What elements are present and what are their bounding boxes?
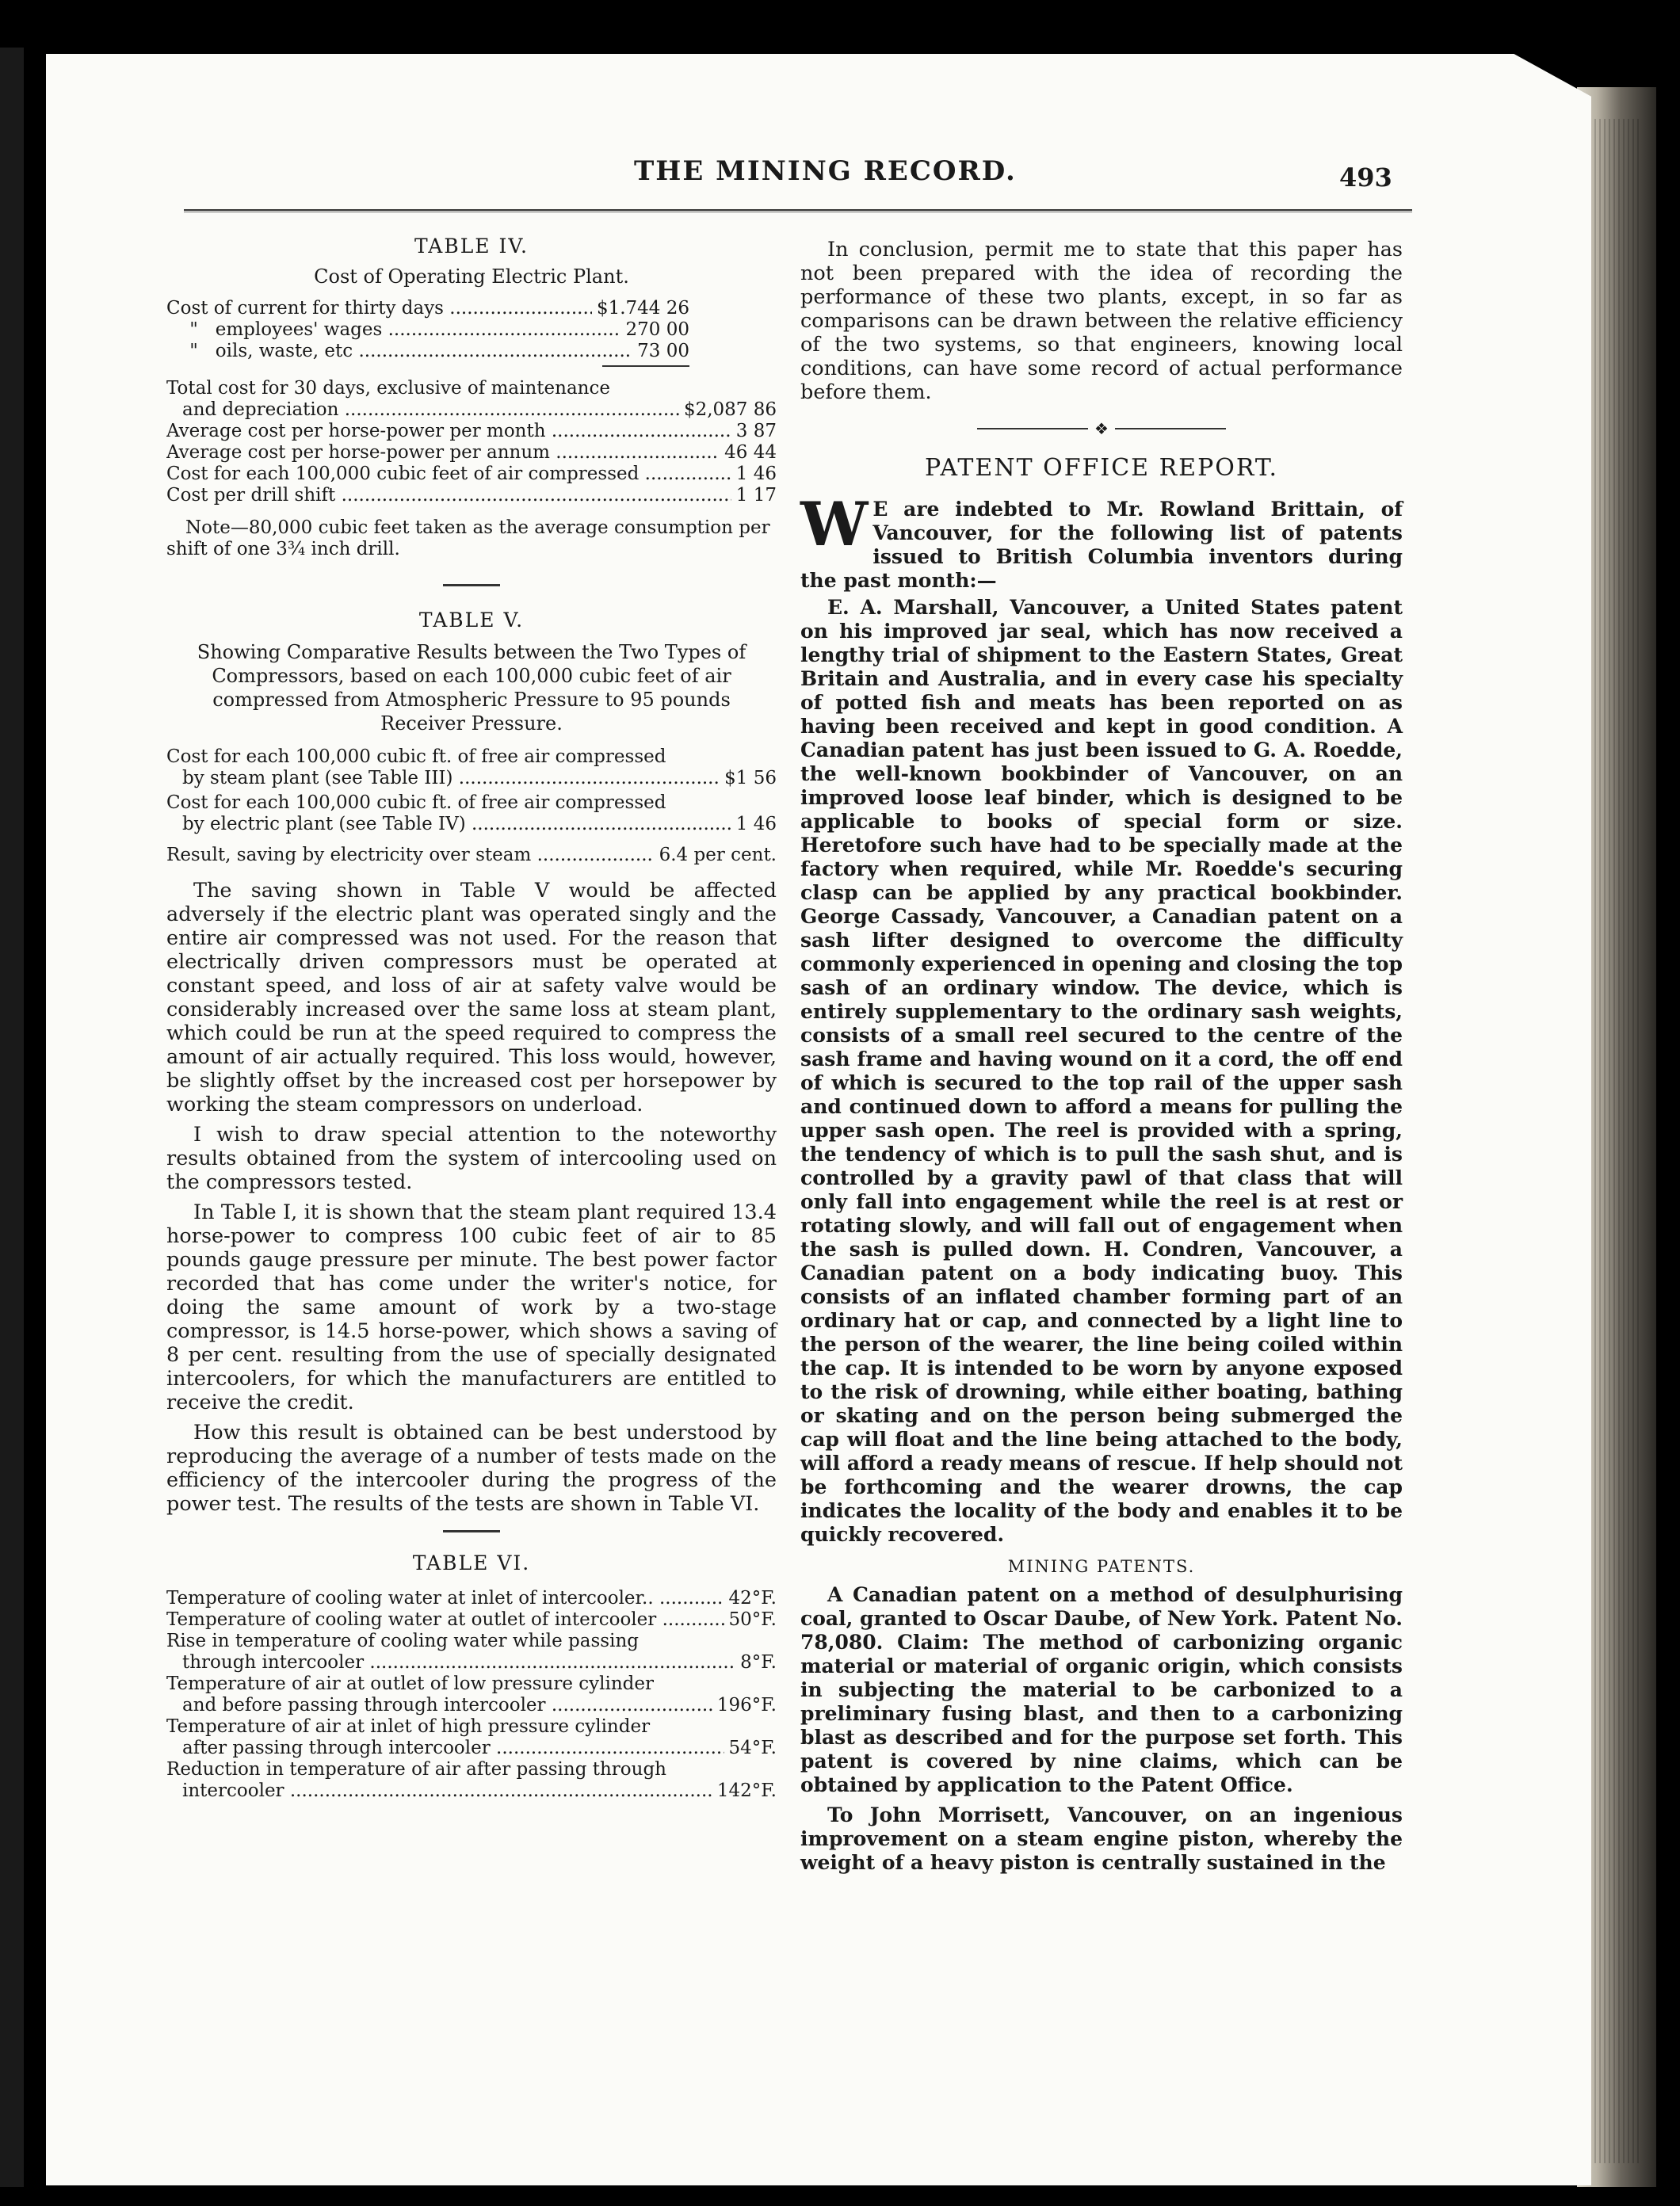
book-page-stack-lines xyxy=(1585,119,1640,2163)
mining-paragraph: A Canadian patent on a method of desulphurising coal, granted to Oscar Daube, of New York. Patent No. 78,080. Claim: The method of carbonizing organic material or material of organic origin, which consists in subjecting the material to be carbonized to a preliminary fusing blast, and then to a carbonizing blast as described and for the purpose set forth. This patent is covered by nine claims, which can be obtained by application to the Patent Office. xyxy=(800,1583,1403,1796)
table-iv-rows xyxy=(166,298,689,367)
table-row: after passing through intercooler ..... 54°F. xyxy=(166,1738,777,1759)
table-row: Average cost per horse-power per month ..... 3 87 xyxy=(166,421,777,442)
table-vi-title: TABLE VI. xyxy=(412,1551,531,1574)
mining-patents-head: MINING PATENTS. xyxy=(1007,1557,1196,1576)
table-row: " employees' wages ..... 270 00 xyxy=(166,319,689,341)
ornament-diamond-icon: ❖ xyxy=(1094,419,1109,438)
table-row: Temperature of cooling water at outlet of intercooler ..... 50°F. xyxy=(166,1609,777,1631)
left-column xyxy=(166,230,777,1802)
mining-paragraph: To John Morrisett, Vancouver, on an ingenious improvement on a steam engine piston, whereby the weight of a heavy piston is centrally sustained in the xyxy=(800,1803,1403,1874)
ornament-line-right xyxy=(1115,428,1226,429)
paragraph: In Table I, it is shown that the steam plant required 13.4 horse-power to compress 100 cubic feet of air to 85 pounds gauge pressure per minute. The best power factor recorded that has come under the writer's notice, for doing the same amount of work by a two-stage compressor, is 14.5 horse-power, which shows a saving of 8 per cent. resulting from the use of specially designated intercoolers, for which the manufacturers are entitled to receive the credit. xyxy=(166,1200,777,1414)
table-v-subtitle: Showing Comparative Results between the Two Types of Compressors, based on each 100,000 cubic feet of air compressed from Atmospheric Pressure to 95 pounds Receiver Pressure. xyxy=(197,641,746,735)
paragraph: How this result is obtained can be best understood by reproducing the average of a number of tests made on the efficiency of the intercooler during the progress of the power test. The results of the tests are shown in Table VI. xyxy=(166,1421,777,1516)
intro-text: E are indebted to Mr. Rowland Brittain, of Vancouver, for the following list of patents issued to British Columbia inventors during the past month:— xyxy=(800,498,1403,592)
table-vi-rows xyxy=(166,1588,777,1802)
table-v-line: Cost for each 100,000 cubic ft. of free air compressed xyxy=(166,792,666,813)
table-row: Result, saving by electricity over steam ..... 6.4 per cent. xyxy=(166,845,777,866)
drop-cap: W xyxy=(800,489,869,559)
table-row: and before passing through intercooler ..... 196°F. xyxy=(166,1695,777,1716)
section-rule xyxy=(443,1530,500,1532)
table-row: Temperature of cooling water at inlet of intercooler.. ..... 42°F. xyxy=(166,1588,777,1609)
scan-left-sliver xyxy=(0,48,24,2187)
table-row: Cost for each 100,000 cubic feet of air compressed ..... 1 46 xyxy=(166,464,777,485)
table-row: and depreciation ..... $2,087 86 xyxy=(166,399,777,421)
table-vi-line: Temperature of air at outlet of low pressure cylinder xyxy=(166,1674,654,1694)
table-row: through intercooler ..... 8°F. xyxy=(166,1652,777,1674)
ornament-divider xyxy=(800,419,1403,438)
table-vi-line: Temperature of air at inlet of high pressure cylinder xyxy=(166,1716,651,1737)
table-iv-subtitle: Cost of Operating Electric Plant. xyxy=(314,265,629,288)
table-vi-line: Rise in temperature of cooling water while passing xyxy=(166,1631,639,1651)
total-line: Total cost for 30 days, exclusive of maintenance xyxy=(166,378,610,399)
right-column xyxy=(800,238,1403,1881)
table-row: Cost of current for thirty days ..... $1.744 26 xyxy=(166,298,689,319)
header-rule xyxy=(184,209,1412,212)
table-v-rows xyxy=(166,746,777,866)
table-iv-totals xyxy=(166,378,777,506)
page-number: 493 xyxy=(1339,162,1392,193)
left-body xyxy=(166,879,777,1516)
table-row: by electric plant (see Table IV) ..... 1 46 xyxy=(166,814,777,835)
paragraph: The saving shown in Table V would be affected adversely if the electric plant was operated singly and the entire air compressed was not used. For the reason that electrically driven compressors must be operated at constant speed, and loss of air at safety valve would be considerably increased over the same loss at steam plant, which could be run at the speed required to compress the amount of air actually required. This loss would, however, be slightly offset by the increased cost per horsepower by working the steam compressors on underload. xyxy=(166,879,777,1116)
ornament-line-left xyxy=(977,428,1088,429)
patents-intro xyxy=(800,489,1403,593)
table-iv-note: Note—80,000 cubic feet taken as the average consumption per shift of one 3¾ inch drill. xyxy=(166,517,770,559)
table-row: Cost per drill shift ..... 1 17 xyxy=(166,485,777,506)
table-row: " oils, waste, etc ..... 73 00 xyxy=(166,341,689,362)
section-rule xyxy=(443,584,500,586)
table-row: Average cost per horse-power per annum ..... 46 44 xyxy=(166,442,777,464)
running-title: THE MINING RECORD. xyxy=(634,155,1017,187)
table-vi-line: Reduction in temperature of air after passing through xyxy=(166,1759,666,1780)
paragraph: I wish to draw special attention to the noteworthy results obtained from the system of intercooling used on the compressors tested. xyxy=(166,1123,777,1194)
table-v-title: TABLE V. xyxy=(418,609,525,632)
table-row: intercooler ..... 142°F. xyxy=(166,1780,777,1802)
sum-rule xyxy=(602,365,689,367)
section-title: PATENT OFFICE REPORT. xyxy=(924,454,1279,482)
table-row: by steam plant (see Table III) ..... $1 56 xyxy=(166,768,777,789)
table-iv-title: TABLE IV. xyxy=(414,235,529,258)
table-v-line: Cost for each 100,000 cubic ft. of free air compressed xyxy=(166,746,666,767)
conclusion-paragraph: In conclusion, permit me to state that this paper has not been prepared with the idea of recording the performance of these two plants, except, in so far as comparisons can be drawn between the relative efficiency of the two systems, so that engineers, knowing local conditions, can have some record of actual performance before them. xyxy=(800,238,1403,404)
patents-body: E. A. Marshall, Vancouver, a United States patent on his improved jar seal, which has now received a lengthy trial of shipment to the Eastern States, Great Britain and Australia, and in every case his specialty of potted fish and meats has been reported on as having been received and kept in good condition. A Canadian patent has just been issued to G. A. Roedde, the well-known bookbinder of Vancouver, on an improved loose leaf binder, which is designed to be applicable to books of special form or size. Heretofore such have had to be specially made at the factory when required, while Mr. Roedde's securing clasp can be applied by any practical bookbinder. George Cassady, Vancouver, a Canadian patent on a sash lifter designed to overcome the difficulty commonly experienced in opening and closing the top sash of an ordinary window. The device, which is entirely supplementary to the ordinary sash weights, consists of a small reel secured to the centre of the sash frame and having wound on it a cord, the off end of which is secured to the top rail of the upper sash and continued down to afford a means for pulling the upper sash open. The reel is provided with a spring, the tendency of which is to pull the sash shut, and is controlled by a gravity pawl of that class that will only fall into engagement while the reel is at rest or rotating slowly, and will fall out of engagement when the sash is pulled down. H. Condren, Vancouver, a Canadian patent on a body indicating buoy. This consists of an inflated chamber forming part of an ordinary hat or cap, and connected by a light line to the person of the wearer, the line being coiled within the cap. It is intended to be worn by anyone exposed to the risk of drowning, while either boating, bathing or skating and on the person being submerged the cap will float and the line being attached to the body, will afford a ready means of rescue. If help should not be forthcoming and the wearer drowns, the cap indicates the locality of the body and enables it to be quickly recovered. xyxy=(800,596,1403,1546)
